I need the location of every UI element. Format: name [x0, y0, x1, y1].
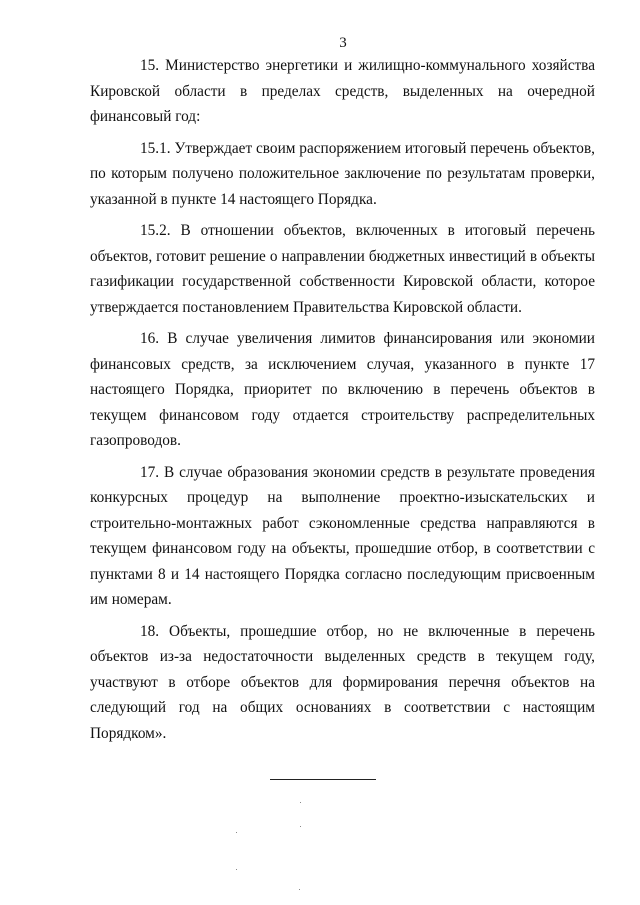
page-number: 3 — [339, 35, 347, 51]
paragraph-15-2: 15.2. В отношении объектов, включенных в итоговый перечень объектов, готовит решение о направлении бюджетных инвестиций в объекты газификации государственной собственности Кировской области, которое утверждается постановлением Правительства Кировской области. — [90, 222, 595, 316]
paragraph-18: 18. Объекты, прошедшие отбор, но не включенные в перечень объектов из-за недостаточности выделенных средств в текущем году, участвуют в отборе объектов для формирования перечня объектов на следующий год на общих основаниях в соответствии с настоящим Порядком». — [90, 622, 595, 742]
paragraph-15-1: 15.1. Утверждает своим распоряжением итоговый перечень объектов, по которым получено положительное заключение по результатам проверки, указанной в пункте 14 настоящего Порядка. — [90, 139, 595, 208]
paragraph-17: 17. В случае образования экономии средств в результате проведения конкурсных процедур на выполнение проектно-изыскательских и строительно-монтажных работ сэкономленные средства направляются в текущем финансовом году на объекты, прошедшие отбор, в соответствии с пунктами 8 и 14 настоящего Порядка согласно последующим присвоенным им номерам. — [90, 463, 595, 608]
document-body — [90, 53, 595, 752]
paragraph-15: 15. Министерство энергетики и жилищно-коммунального хозяйства Кировской области в пределах средств, выделенных на очередной финансовый год: — [90, 57, 595, 125]
end-divider-line — [270, 779, 376, 780]
paragraph-16: 16. В случае увеличения лимитов финансирования или экономии финансовых средств, за исключением случая, указанного в пункте 17 настоящего Порядка, приоритет по включению в перечень объектов в текущем финансовом году отдается строительству распределительных газопроводов. — [90, 330, 595, 449]
